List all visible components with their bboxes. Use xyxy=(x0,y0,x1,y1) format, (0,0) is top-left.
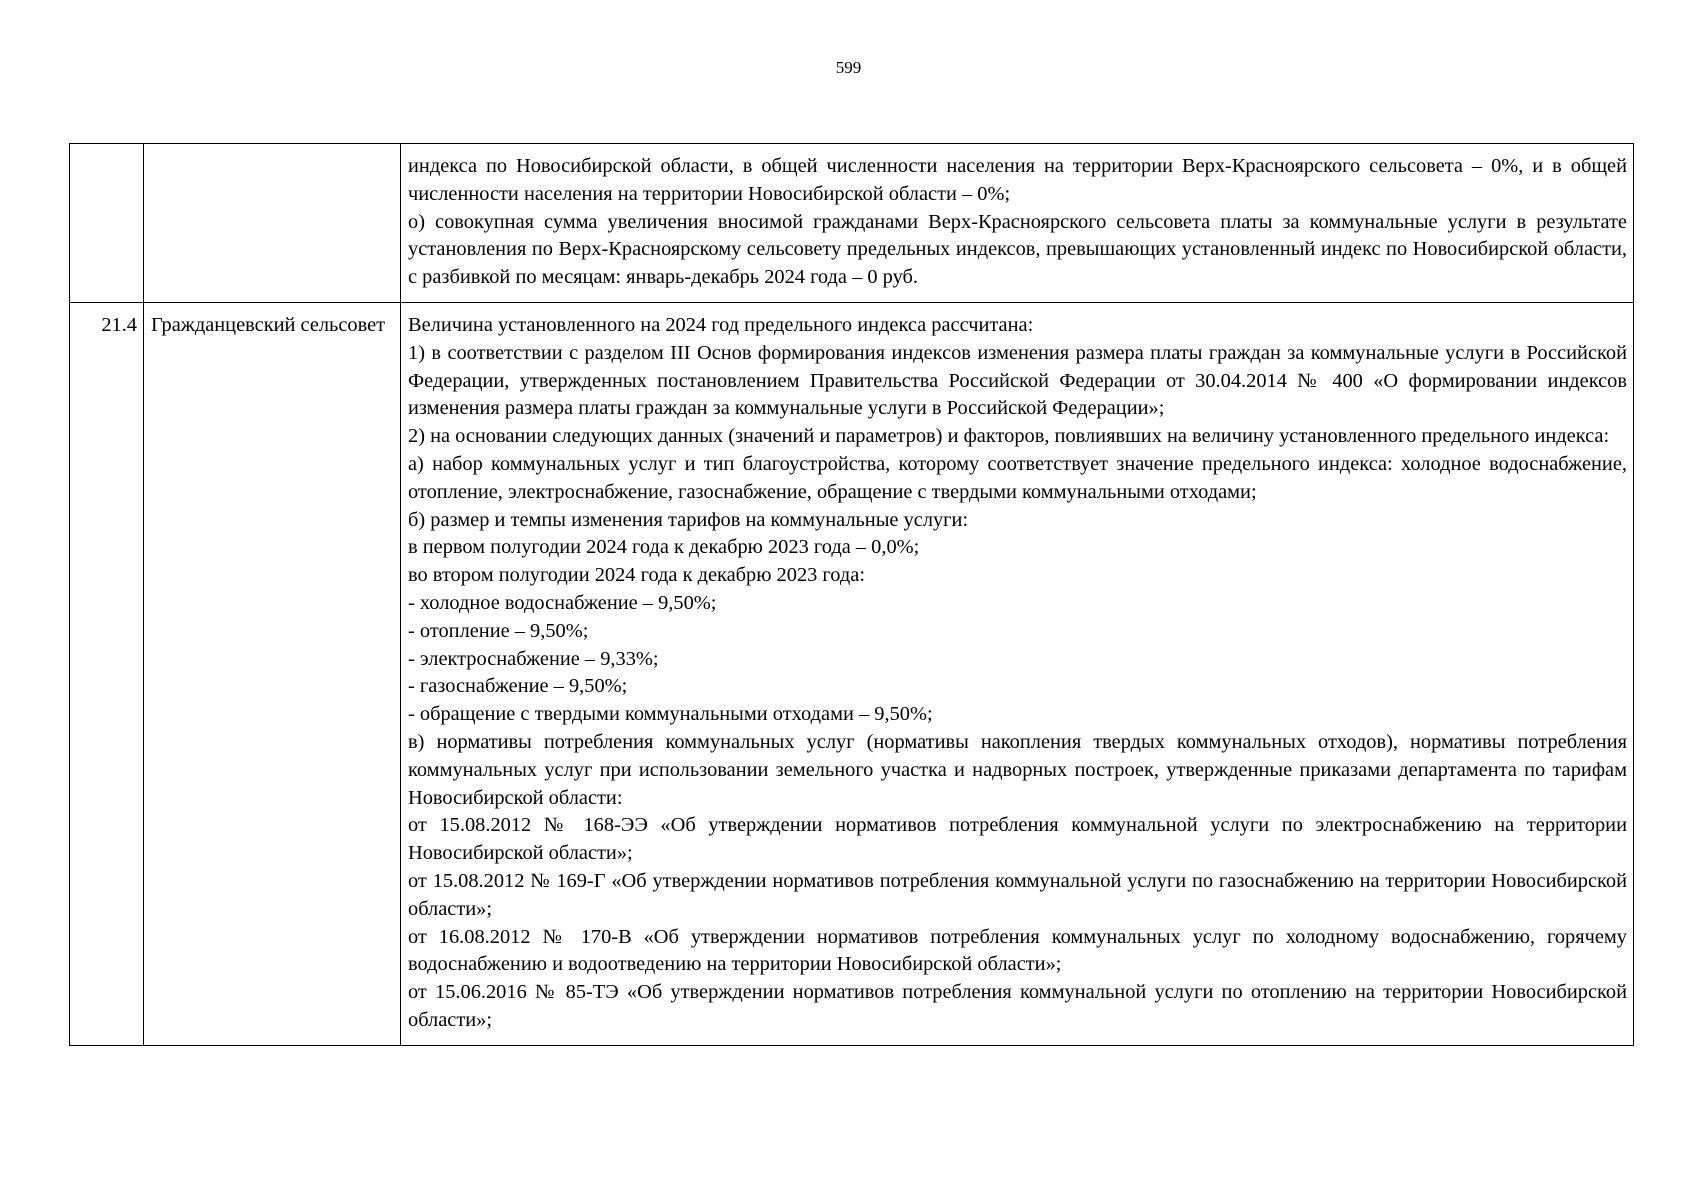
list-item: - электроснабжение – 9,33%; xyxy=(408,647,659,670)
list-item: - холодное водоснабжение – 9,50%; xyxy=(408,591,717,614)
paragraph: от 15.08.2012 № 168-ЭЭ «Об утверждении нормативов потребления коммунальной услуги по электроснабжению на территории Новосибирской области»; xyxy=(408,814,1627,865)
paragraph: о) совокупная сумма увеличения вносимой гражданами Верх-Красноярского сельсовета платы за коммунальные услуги в результате установления по Верх-Красноярскому сельсовету предельных индексов, превышающих установленный индекс по Новосибирской области, с разбивкой по месяцам: январь-декабрь 2024 года – 0 руб. xyxy=(408,210,1627,289)
paragraph: б) размер и темпы изменения тарифов на коммунальные услуги: xyxy=(408,508,969,531)
paragraph: а) набор коммунальных услуг и тип благоустройства, которому соответствует значение предельного индекса: холодное водоснабжение, отопление, электроснабжение, газоснабжение, обращение с твердыми коммунальными отходами; xyxy=(408,452,1627,503)
paragraph: во втором полугодии 2024 года к декабрю 2023 года: xyxy=(408,564,865,587)
page-number: 599 xyxy=(835,58,862,77)
row-text-cell xyxy=(401,302,1634,1045)
paragraph: от 15.06.2016 № 85-ТЭ «Об утверждении нормативов потребления коммунальной услуги по отоплению на территории Новосибирской области»; xyxy=(408,981,1627,1031)
row-text-cell xyxy=(401,144,1634,303)
table-row xyxy=(70,302,1634,1045)
paragraph: 2) на основании следующих данных (значений и параметров) и факторов, повлиявших на величину установленного предельного индекса: xyxy=(408,425,1610,448)
row-name-cell: Гражданцевский сельсовет xyxy=(144,302,401,1045)
table-row xyxy=(70,144,1634,303)
paragraph: от 16.08.2012 № 170-В «Об утверждении нормативов потребления коммунальных услуг по холодному водоснабжению, горячему водоснабжению и водоотведению на территории Новосибирской области»; xyxy=(408,925,1627,976)
list-item: - обращение с твердыми коммунальными отходами – 9,50%; xyxy=(408,703,933,726)
paragraph: 1) в соответствии с разделом III Основ формирования индексов изменения размера платы граждан за коммунальные услуги в Российской Федерации, утвержденных постановлением Правительства Российской Федерации от 30.04.2014 № 400 «О формировании индексов изменения размера платы граждан за коммунальные услуги в Российской Федерации»; xyxy=(408,341,1627,420)
list-item: - отопление – 9,50%; xyxy=(408,619,589,642)
document-table xyxy=(69,143,1634,1046)
row-name-cell xyxy=(144,144,401,303)
row-number-cell xyxy=(70,144,144,303)
list-item: - газоснабжение – 9,50%; xyxy=(408,675,628,698)
paragraph: от 15.08.2012 № 169-Г «Об утверждении нормативов потребления коммунальной услуги по газоснабжению на территории Новосибирской области»; xyxy=(408,869,1627,920)
row-number-cell: 21.4 xyxy=(70,302,144,1045)
paragraph: Величина установленного на 2024 год предельного индекса рассчитана: xyxy=(408,313,1034,336)
paragraph: в первом полугодии 2024 года к декабрю 2023 года – 0,0%; xyxy=(408,536,920,559)
paragraph: в) нормативы потребления коммунальных услуг (нормативы накопления твердых коммунальных отходов), нормативы потребления коммунальных услуг при использовании земельного участка и надворных построек, утвержденные приказами департамента по тарифам Новосибирской области: xyxy=(408,730,1627,809)
paragraph: индекса по Новосибирской области, в общей численности населения на территории Верх-Красноярского сельсовета – 0%, и в общей численности населения на территории Новосибирской области – 0%; xyxy=(408,155,1627,205)
